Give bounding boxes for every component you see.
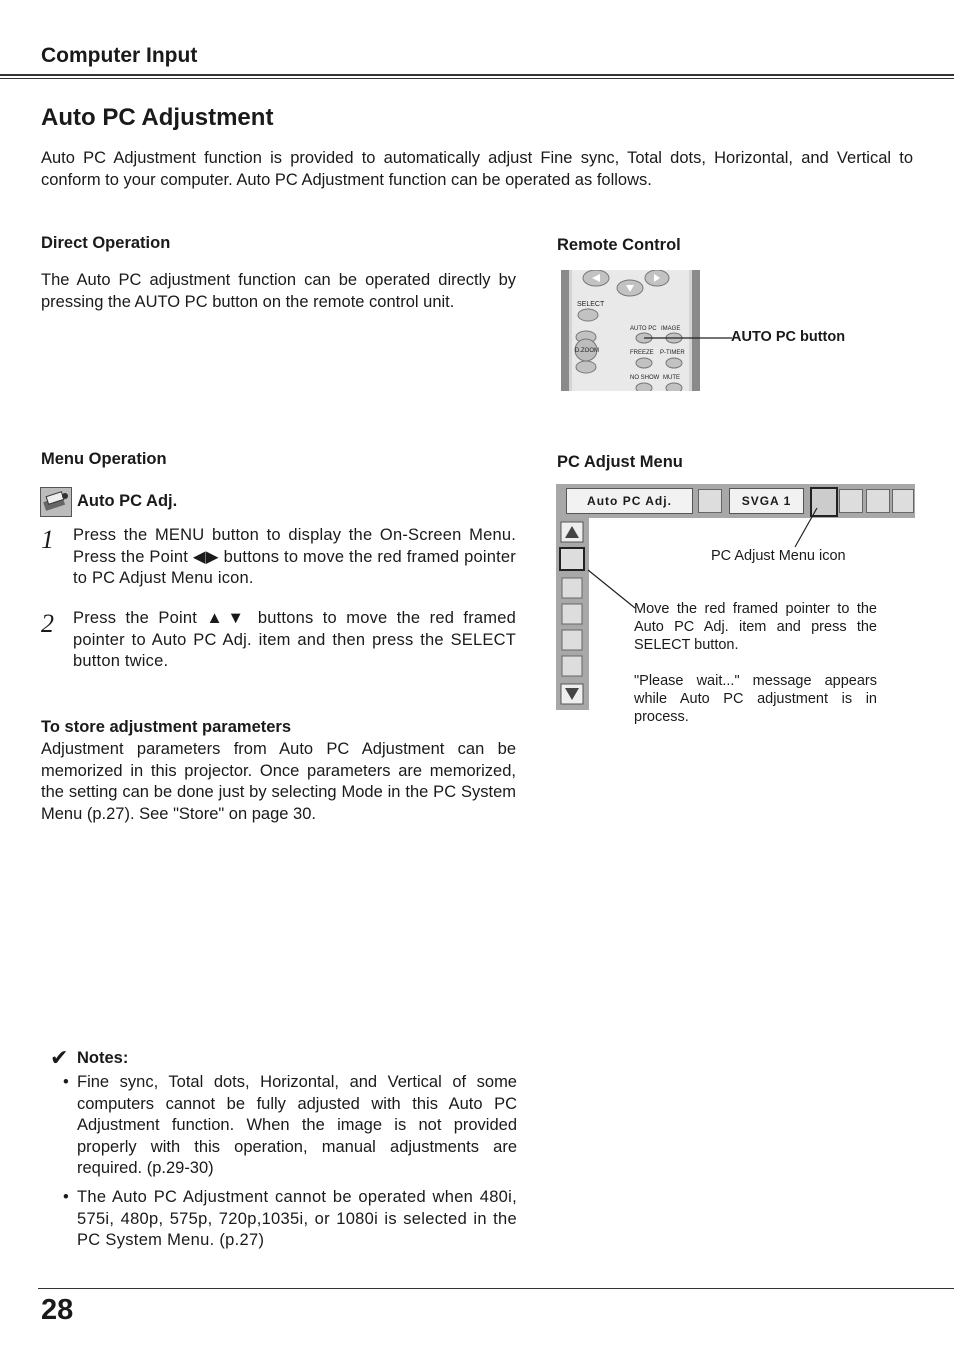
menu-operation-heading: Menu Operation <box>41 450 167 468</box>
menu-caption-instruction: Move the red framed pointer to the Auto PC Adj. item and press the SELECT button. <box>634 601 877 653</box>
note-item: Fine sync, Total dots, Horizontal, and Vertical of some computers cannot be fully adjusted with this Auto PC Adjustment function. When the image is not provided properly with this operation, manual adjustments are required. (p.29-30) <box>77 1073 517 1177</box>
freeze-label: FREEZE <box>630 350 654 356</box>
auto-pc-adj-label: Auto PC Adj. <box>77 492 178 510</box>
noshow-label: NO SHOW <box>630 375 660 381</box>
intro-paragraph: Auto PC Adjustment function is provided to automatically adjust Fine sync, Total dots, Horizontal, and Vertical to conform to your computer. Auto PC Adjustment function can be operated as follows. <box>41 149 913 189</box>
bullet: • <box>63 1188 69 1206</box>
ptimer-label: P-TIMER <box>660 350 685 356</box>
menu-caption-wait: "Please wait..." message appears while Auto PC adjustment is in process. <box>634 673 877 725</box>
pc-adjust-menu-heading: PC Adjust Menu <box>557 453 683 471</box>
color-icon <box>839 489 863 513</box>
store-body: Adjustment parameters from Auto PC Adjustment can be memorized in this projector. Once parameters are memorized, the setting can be done just by selecting Mode in the PC System Menu (p.27). See "Store" on page 30. <box>41 740 516 823</box>
checkmark-icon: ✔ <box>50 1045 69 1070</box>
auto-pc-callout-line <box>640 330 735 346</box>
osd-signal-field: SVGA 1 <box>729 488 804 514</box>
tools-icon <box>866 489 890 513</box>
step-text: Press the MENU button to display the On-Screen Menu. Press the Point ◀▶ buttons to move the red framed pointer to PC Adjust Menu icon. <box>73 526 516 587</box>
bullet: • <box>63 1073 69 1091</box>
step-number: 2 <box>41 609 54 638</box>
direct-operation-body: The Auto PC adjustment function can be operated directly by pressing the AUTO PC button on the remote control unit. <box>41 271 516 311</box>
step-number: 1 <box>41 525 54 554</box>
step-text: Press the Point ▲▼ buttons to move the red framed pointer to Auto PC Adj. item and then press the SELECT button twice. <box>73 609 516 670</box>
direct-operation-heading: Direct Operation <box>41 234 171 252</box>
page-title: Auto PC Adjustment <box>41 104 274 131</box>
section-header: Computer Input <box>41 44 198 67</box>
image-label: IMAGE <box>661 326 681 332</box>
dzoom-label: D.ZOOM <box>575 348 599 354</box>
screen-icon <box>892 489 914 513</box>
footer-rule <box>38 1288 954 1289</box>
page-number: 28 <box>41 1294 74 1326</box>
auto-pc-label: AUTO PC <box>630 326 657 332</box>
select-label: SELECT <box>577 301 605 308</box>
store-heading: To store adjustment parameters <box>41 718 292 736</box>
auto-pc-callout: AUTO PC button <box>731 329 846 345</box>
mute-label: MUTE <box>663 375 680 381</box>
osd-menu-item-field: Auto PC Adj. <box>566 488 693 514</box>
pc-adjust-icon-caption: PC Adjust Menu icon <box>711 548 846 564</box>
header-rule <box>0 74 954 76</box>
auto-pc-adj-icon <box>40 487 72 517</box>
note-item: The Auto PC Adjustment cannot be operated when 480i, 575i, 480p, 575p, 720p,1035i, or 1080i is selected in the PC System Menu. (p.27) <box>77 1188 517 1249</box>
notes-heading: Notes: <box>77 1049 129 1067</box>
remote-control-heading: Remote Control <box>557 236 681 254</box>
header-rule-thin <box>0 78 954 79</box>
